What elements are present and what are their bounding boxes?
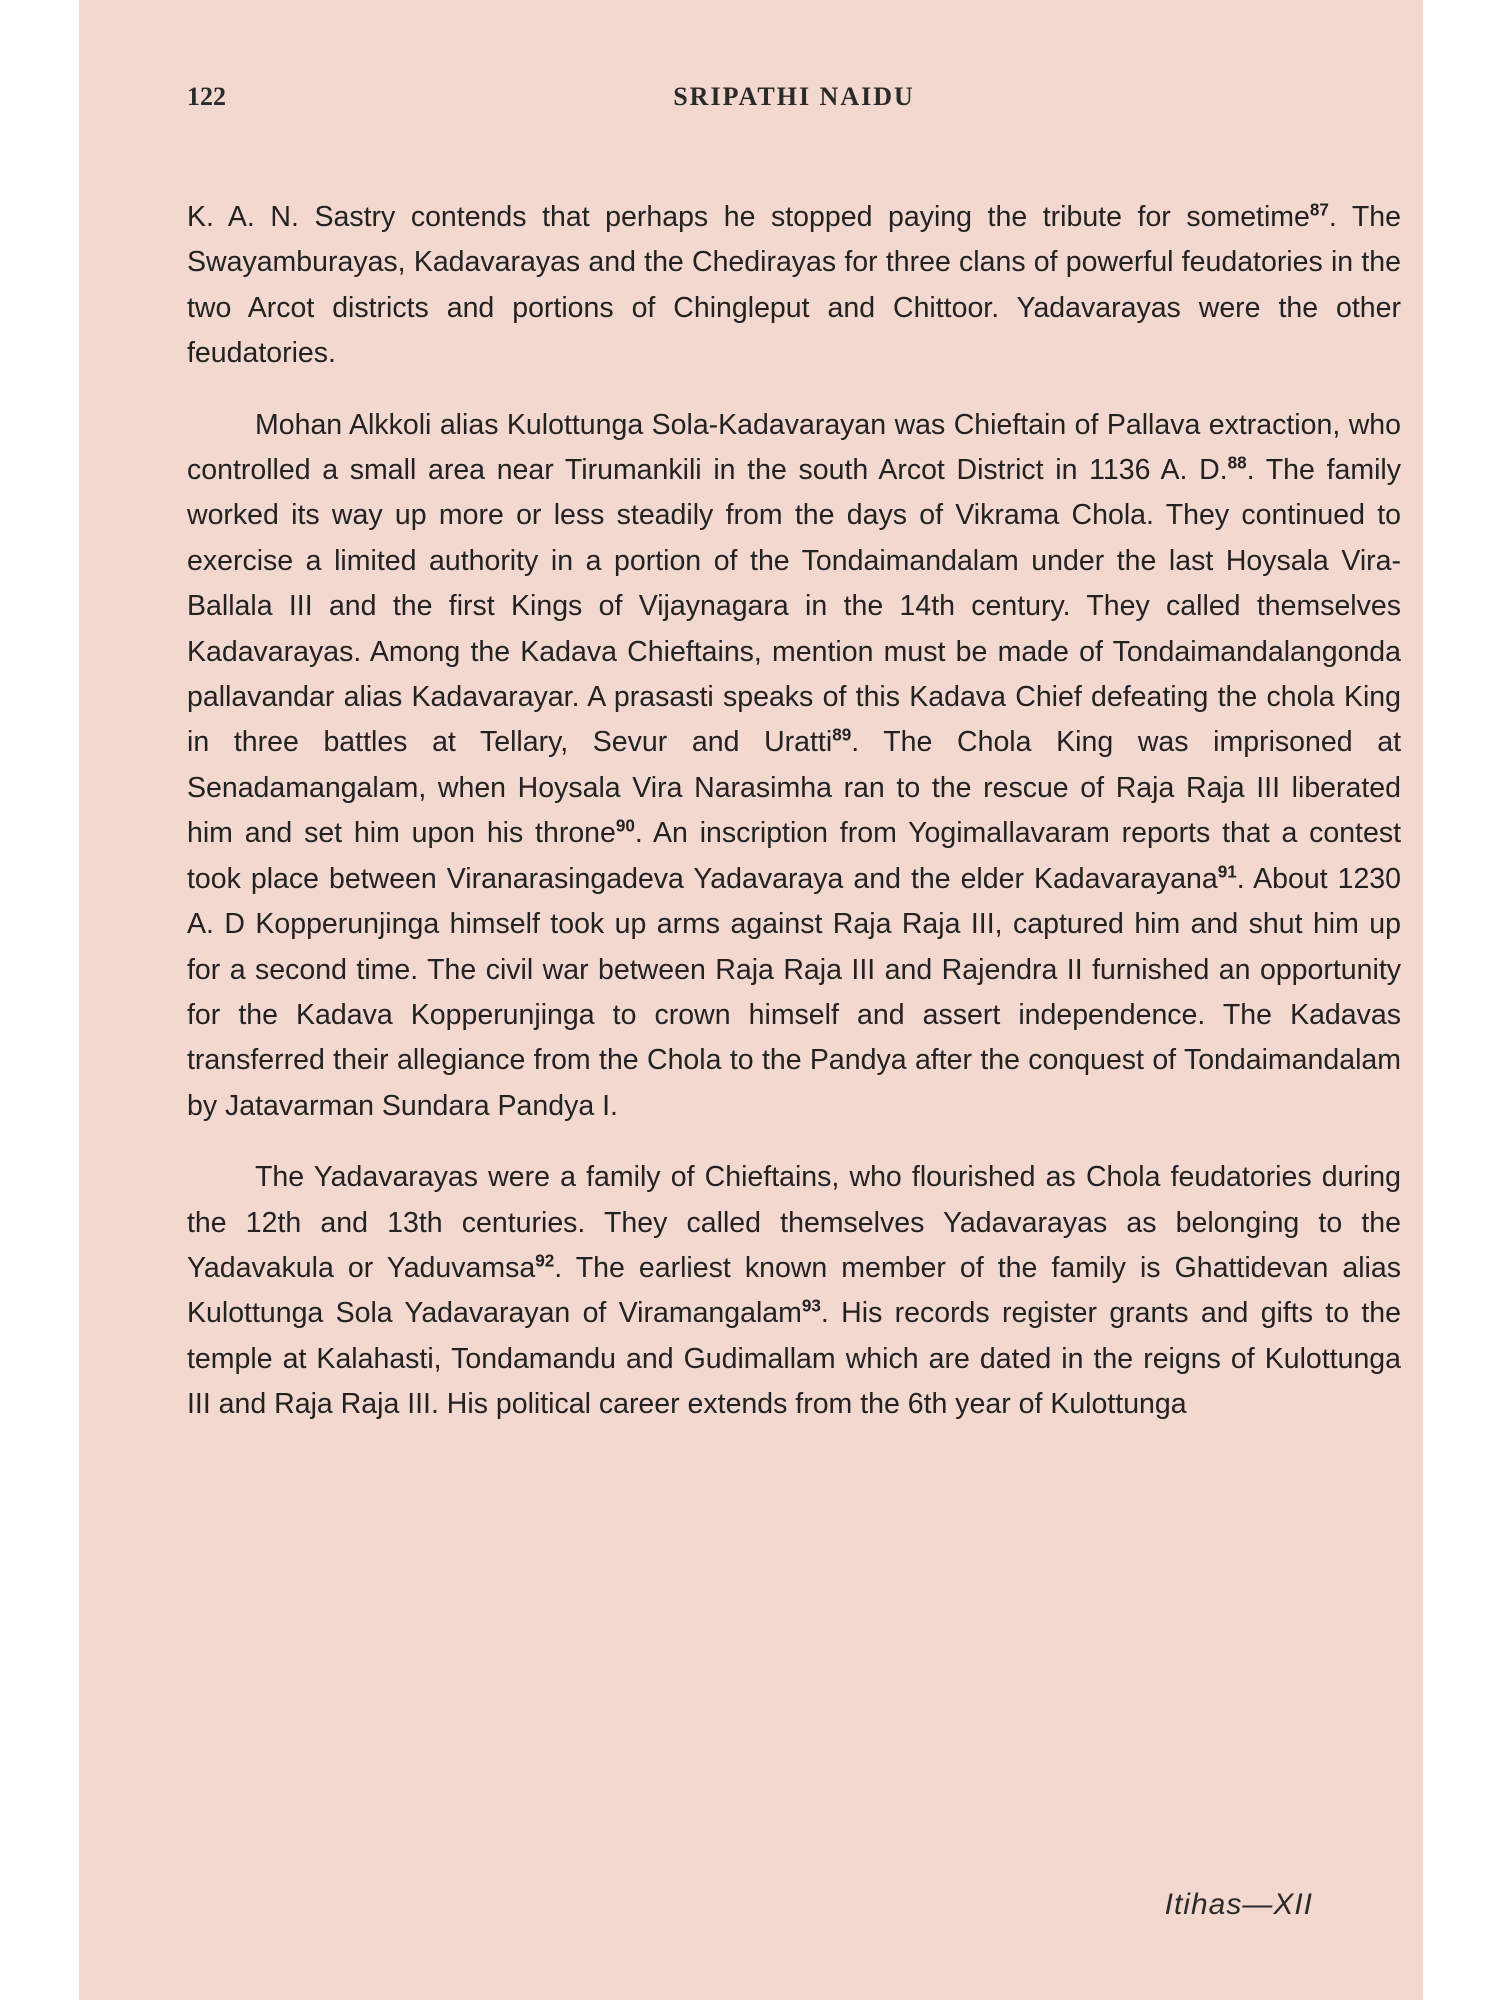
paragraph-1 bbox=[187, 195, 1401, 377]
footnote-ref: 88 bbox=[1227, 453, 1247, 473]
footnote-ref: 93 bbox=[801, 1296, 821, 1316]
text-run: . The Swayamburayas, Kadavarayas and the Chedirayas for three clans of powerful feudatories in the two Arcot districts and portions of Chingleput and Chittoor. Yadavarayas were the other feudatories. bbox=[187, 201, 1401, 370]
footnote-ref: 91 bbox=[1217, 862, 1237, 882]
book-page bbox=[79, 0, 1423, 2000]
text-run: . About 1230 A. D Kopperunjinga himself took up arms against Raja Raja III, captured him and shut him up for a second time. The civil war between Raja Raja III and Rajendra II furnished an opportunity for the Kadava Kopperunjinga to crown himself and assert independence. The Kadavas transferred their allegiance from the Chola to the Pandya after the conquest of Tondaimandalam by Jatavarman Sundara Pandya I. bbox=[187, 862, 1401, 1122]
text-run: Mohan Alkkoli alias Kulottunga Sola-Kadavarayan was Chieftain of Pallava extraction, who controlled a small area near Tirumankili in the south Arcot District in 1136 A. D. bbox=[187, 408, 1401, 487]
text-run: K. A. N. Sastry contends that perhaps he stopped paying the tribute for sometime bbox=[187, 201, 1310, 233]
text-run: The Yadavarayas were a family of Chieftains, who flourished as Chola feudatories during the 12th and 13th centuries. They called themselves Yadavarayas as belonging to the Yadavakula or Yaduvamsa bbox=[187, 1161, 1401, 1284]
page-header bbox=[187, 82, 1401, 122]
paragraph-3 bbox=[187, 1155, 1401, 1427]
text-run: . The family worked its way up more or less steadily from the days of Vikrama Chola. They continued to exercise a limited authority in a portion of the Tondaimandalam under the last Hoysala Vira-Ballala III and the first Kings of Vijaynagara in the 14th century. They called themselves Kadavarayas. Among the Kadava Chieftains, mention must be made of Tondaimandalangonda pallavandar alias Kadavarayar. A prasasti speaks of this Kadava Chief defeating the chola King in three battles at Tellary, Sevur and Uratti bbox=[187, 454, 1401, 759]
running-head: SRIPATHI NAIDU bbox=[673, 82, 915, 111]
body-text bbox=[187, 195, 1401, 1428]
text-run: . An inscription from Yogimallavaram reports that a contest took place between Viranarasingadeva Yadavaraya and the elder Kadavarayana bbox=[187, 817, 1401, 895]
paragraph-2 bbox=[187, 403, 1401, 1130]
footnote-ref: 92 bbox=[535, 1251, 555, 1271]
text-run: . His records register grants and gifts to the temple at Kalahasti, Tondamandu and Gudimallam which are dated in the reigns of Kulottunga III and Raja Raja III. His political career extends from the 6th year of Kulottunga bbox=[187, 1297, 1401, 1421]
text-run: . The Chola King was imprisoned at Senadamangalam, when Hoysala Vira Narasimha ran to the rescue of Raja Raja III liberated him and set him upon his throne bbox=[187, 726, 1401, 850]
footnote-ref: 87 bbox=[1309, 200, 1329, 220]
footer-signature: Itihas—XII bbox=[1164, 1888, 1313, 1921]
footnote-ref: 89 bbox=[832, 725, 852, 745]
text-run: . The earliest known member of the family is Ghattidevan alias Kulottunga Sola Yadavarayan of Viramangalam bbox=[187, 1251, 1401, 1330]
page-number: 122 bbox=[187, 82, 226, 111]
footnote-ref: 90 bbox=[615, 816, 635, 836]
